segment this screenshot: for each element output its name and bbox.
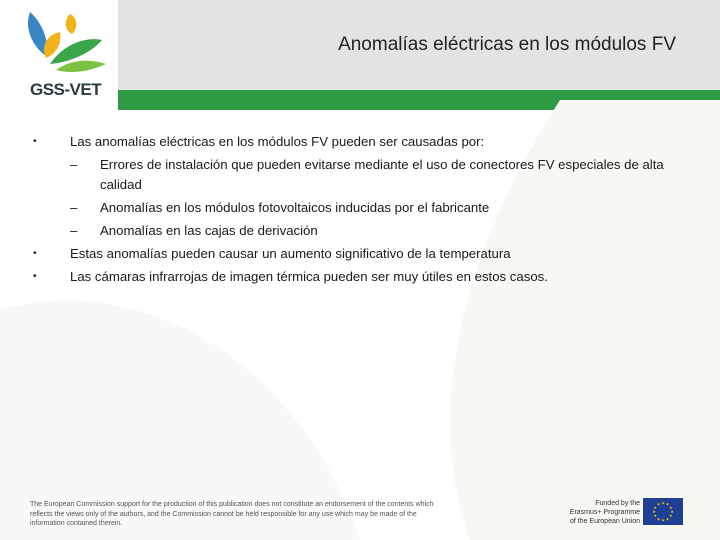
logo-text: GSS-VET bbox=[30, 80, 102, 99]
svg-text:★: ★ bbox=[653, 513, 657, 518]
svg-text:★: ★ bbox=[656, 501, 661, 507]
svg-text:★: ★ bbox=[653, 505, 657, 510]
sub-bullet-item bbox=[28, 196, 688, 219]
dash-icon: – bbox=[70, 157, 78, 172]
sub-bullet-item bbox=[28, 153, 688, 196]
dash-icon: – bbox=[70, 200, 78, 215]
sub-bullet-text: Anomalías en las cajas de derivación bbox=[100, 223, 318, 238]
eu-funding-line: Erasmus+ Programme bbox=[569, 509, 640, 516]
bullet-item bbox=[28, 242, 688, 265]
eu-flag-icon bbox=[643, 498, 683, 525]
sub-bullet-text: Errores de instalación que pueden evitarse mediante el uso de conectores FV especiales de alta calidad bbox=[100, 157, 664, 192]
bullet-item bbox=[28, 130, 688, 153]
eu-disclaimer: The European Commission support for the production of this publication does not constitute an endorsement of the contents which reflects the views only of the authors, and the Commission cannot be held responsible for any use which may be made of the information contained therein. bbox=[30, 501, 434, 527]
eu-funding-line: of the European Union bbox=[569, 518, 640, 525]
bullet-icon: • bbox=[33, 271, 37, 282]
svg-text:★: ★ bbox=[661, 517, 665, 523]
bullet-icon: • bbox=[33, 248, 37, 259]
sub-bullet-item bbox=[28, 219, 688, 242]
svg-text:★: ★ bbox=[665, 516, 670, 522]
svg-text:★: ★ bbox=[656, 516, 661, 522]
eu-funding-line: Funded by the bbox=[595, 500, 640, 507]
svg-text:★: ★ bbox=[669, 513, 673, 518]
bullet-text: Las cámaras infrarrojas de imagen térmica pueden ser muy útiles en estos casos. bbox=[70, 269, 548, 284]
svg-text:★: ★ bbox=[661, 500, 665, 506]
svg-text:★: ★ bbox=[665, 501, 670, 507]
slide-title: Anomalías eléctricas en los módulos FV bbox=[338, 34, 676, 55]
svg-text:★: ★ bbox=[669, 505, 673, 510]
slide-content bbox=[28, 130, 688, 288]
bullet-text: Estas anomalías pueden causar un aumento significativo de la temperatura bbox=[70, 246, 511, 261]
bullet-item bbox=[28, 265, 688, 288]
dash-icon: – bbox=[70, 223, 78, 238]
bullet-icon: • bbox=[33, 136, 37, 147]
svg-text:★: ★ bbox=[652, 509, 656, 514]
eu-funding-text bbox=[540, 499, 640, 526]
svg-text:★: ★ bbox=[670, 509, 674, 514]
sub-bullet-text: Anomalías en los módulos fotovoltaicos inducidas por el fabricante bbox=[100, 200, 490, 215]
bullet-text: Las anomalías eléctricas en los módulos FV pueden ser causadas por: bbox=[70, 134, 485, 149]
